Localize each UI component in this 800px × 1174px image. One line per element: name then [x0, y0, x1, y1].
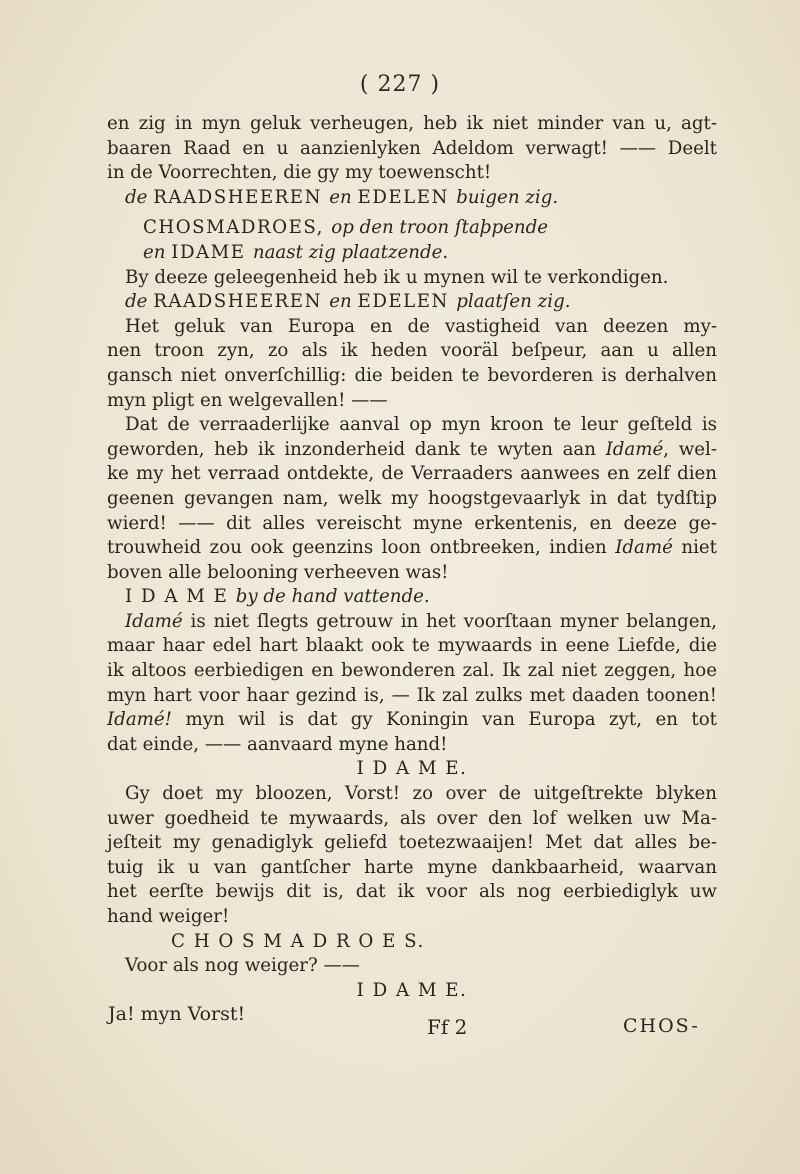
text-line — [107, 930, 717, 955]
text-line — [107, 561, 717, 586]
text-run: myn wil is dat gy Koningin van Europa zyt, en tot — [172, 709, 717, 731]
text-line — [107, 241, 717, 266]
text-run: niet — [672, 537, 717, 559]
text-run: het eerſte bewijs dit is, dat ik voor als nog eerbiediglyk uw — [107, 881, 717, 903]
italic-text: plaatſen zig. — [456, 291, 571, 313]
text-run: trouwheid zou ook geenzins loon ontbreeken, indien — [107, 537, 616, 559]
text-line — [107, 979, 717, 1004]
text-line — [107, 186, 717, 211]
text-line — [107, 610, 717, 635]
text-run: myn hart voor haar gezind is, — Ik zal zulks met daaden toonen! — [107, 684, 717, 706]
text-run: is niet ſlegts getrouw in het voorſtaan myner belangen, — [182, 610, 717, 632]
text-run: hand weiger! — [107, 906, 230, 927]
italic-text: by de hand vattende. — [235, 586, 430, 608]
text-run: wierd! —— dit alles vereischt myne erkentenis, en deeze ge- — [107, 512, 717, 534]
text-line — [107, 684, 717, 709]
text-run: boven alle belooning verheeven was! — [107, 561, 449, 583]
text-line — [107, 536, 717, 561]
text-line — [107, 708, 717, 733]
text-line — [107, 954, 717, 979]
text-line — [107, 315, 717, 340]
text-run: maar haar edel hart blaakt ook te mywaards in eene Liefde, die — [107, 635, 717, 657]
text-line — [107, 807, 717, 832]
text-run: dat einde, —— aanvaard myne hand! — [107, 733, 448, 755]
text-run: jeſteit my genadiglyk geliefd toetezwaaijen! Met dat alles be- — [107, 832, 717, 854]
text-line — [107, 137, 717, 162]
italic-text: Idamé — [125, 610, 183, 632]
text-run: Het geluk van Europa en de vastigheid van deezen my- — [125, 315, 717, 337]
text-line — [107, 112, 717, 137]
text-run: myn pligt en welgevallen! —— — [107, 389, 388, 411]
italic-text: de — [125, 291, 154, 313]
text-line — [107, 757, 717, 782]
text-line — [107, 462, 717, 487]
text-line — [107, 585, 717, 610]
text-line — [107, 266, 717, 291]
text-run: uwer goedheid te mywaards, als over den lof welken uw Ma- — [107, 807, 717, 829]
caps-text: I D A M E — [125, 586, 236, 608]
text-run: By deeze geleegenheid heb ik u mynen wil te verkondigen. — [125, 266, 669, 288]
italic-text: op den troon ſtaþpende — [331, 217, 548, 239]
caps-text: I D A M E. — [356, 979, 468, 1001]
body-text — [107, 112, 717, 1003]
text-run: geworden, heb ik inzonderheid dank te wyten aan — [107, 438, 606, 460]
caps-text: C H O S M A D R O E S. — [171, 930, 425, 952]
text-line — [107, 634, 717, 659]
italic-text: Idamé — [605, 438, 664, 460]
text-run: ke my het verraad ontdekte, de Verraaders aanwees en zelf dien — [107, 463, 717, 485]
text-line — [107, 364, 717, 389]
page-number: ( 227 ) — [359, 72, 441, 97]
text-line — [107, 659, 717, 684]
text-line — [107, 782, 717, 807]
text-line — [107, 512, 717, 537]
text-line — [107, 389, 717, 414]
text-run: geenen gevangen nam, welk my hoogstgevaarlyk in dat tydſtip — [107, 487, 717, 509]
text-run: en zig in myn geluk verheugen, heb ik niet minder van u, agt- — [107, 113, 717, 134]
text-run: ik altoos eerbiedigen en bewonderen zal. Ik zal niet zeggen, hoe — [107, 660, 717, 682]
italic-text: Idamé! — [107, 709, 172, 731]
text-run: Gy doet my bloozen, Vorst! zo over de uitgeſtrekte blyken — [125, 783, 717, 805]
italic-text: en — [143, 241, 172, 263]
text-line — [107, 413, 717, 438]
text-line — [107, 733, 717, 758]
text-line — [107, 161, 717, 186]
text-line — [107, 438, 717, 463]
text-run: baaren Raad en u aanzienlyken Adeldom verwagt! —— Deelt — [107, 137, 717, 159]
text-line — [107, 290, 717, 315]
caps-text: RAADSHEEREN — [153, 291, 330, 313]
italic-text: en — [329, 186, 358, 208]
text-run: nen troon zyn, zo als ik heden vooräl beſpeur, aan u allen — [107, 340, 717, 362]
text-line — [107, 880, 717, 905]
text-line — [107, 905, 717, 930]
caps-text: EDELEN — [357, 291, 457, 313]
text-line — [107, 856, 717, 881]
text-run: tuig ik u van gantſcher harte myne dankbaarheid, waarvan — [107, 856, 717, 878]
text-run: Dat de verraaderlijke aanval op myn kroon te leur geſteld is — [125, 414, 717, 436]
italic-text: Idamé — [615, 537, 673, 559]
last-line: Ja! myn Vorst! — [108, 1003, 246, 1025]
text-run: gansch niet onverſchillig: die beiden te bevorderen is derhalven — [107, 364, 717, 386]
catchword: CHOS- — [623, 1015, 700, 1037]
text-line — [107, 487, 717, 512]
italic-text: en — [329, 291, 358, 313]
text-run: in de Voorrechten, die gy my toewenscht! — [107, 162, 492, 184]
caps-text: RAADSHEEREN — [153, 186, 330, 208]
italic-text: buigen zig. — [456, 186, 559, 208]
text-line — [107, 339, 717, 364]
text-run: , wel- — [663, 438, 717, 460]
caps-text: I D A M E. — [356, 758, 468, 780]
text-line — [107, 831, 717, 856]
italic-text: de — [125, 186, 154, 208]
caps-text: EDELEN — [357, 186, 457, 208]
signature-mark: Ff 2 — [427, 1015, 468, 1039]
text-run: Voor als nog weiger? —— — [125, 955, 360, 977]
italic-text: naast zig plaatzende. — [252, 241, 449, 263]
caps-text: CHOSMADROES, — [143, 217, 332, 239]
text-line — [107, 216, 717, 241]
caps-text: IDAME — [171, 241, 253, 263]
